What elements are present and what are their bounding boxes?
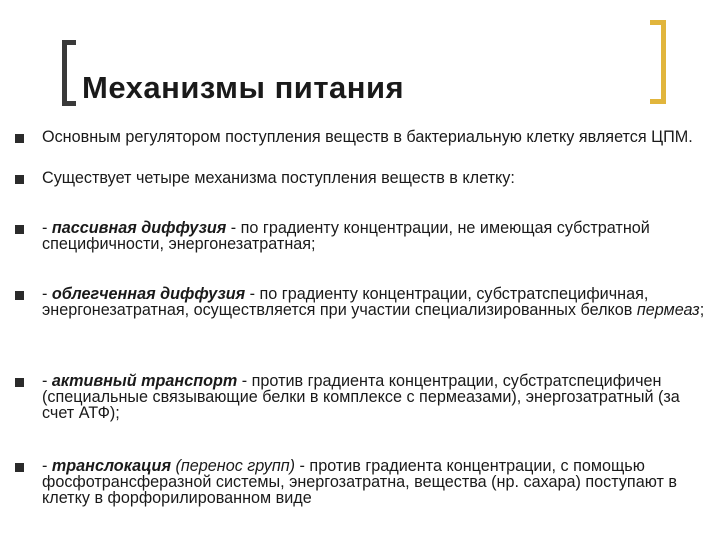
term-translocation: транслокация <box>51 457 171 475</box>
square-bullet-icon <box>15 291 24 300</box>
bullet-text: - пассивная диффузия - по градиенту концентрации, не имеющая субстратной специфичности, энергонезатратная; <box>42 219 650 253</box>
bullet-text: - транслокация (перенос групп) - против градиента концентрации, с помощью фосфотрансферазной системы, энергозатратна, вещества (нр. сахара) поступают в клетку в форфорилированном виде <box>42 457 677 507</box>
term-permeases: пермеаз <box>636 301 700 319</box>
square-bullet-icon <box>15 134 24 143</box>
square-bullet-icon <box>15 463 24 472</box>
bullet-text: - активный транспорт - против градиента концентрации, субстратспецифичен (специальные связывающие белки в комплексе с пермеазами), энергозатратный (за счет АТФ); <box>42 372 680 422</box>
bullet-text: - облегченная диффузия - по градиенту концентрации, субстратспецифичная, энергонезатратная, осуществляется при участии специализированных белков пермеаз; <box>42 285 705 319</box>
term-facilitated-diffusion: облегченная диффузия <box>51 285 246 303</box>
square-bullet-icon <box>15 225 24 234</box>
bullet-text: Основным регулятором поступления веществ в бактериальную клетку является ЦПМ. <box>42 128 693 146</box>
term-passive-diffusion: пассивная диффузия <box>51 219 227 237</box>
title-bracket-right <box>650 20 666 104</box>
bullet-text: Существует четыре механизма поступления веществ в клетку: <box>42 169 515 187</box>
slide-title: Механизмы питания <box>82 70 405 105</box>
term-group-transfer: (перенос групп) <box>175 457 296 475</box>
title-bracket-left <box>62 40 76 106</box>
term-active-transport: активный транспорт <box>51 372 238 390</box>
square-bullet-icon <box>15 378 24 387</box>
square-bullet-icon <box>15 175 24 184</box>
